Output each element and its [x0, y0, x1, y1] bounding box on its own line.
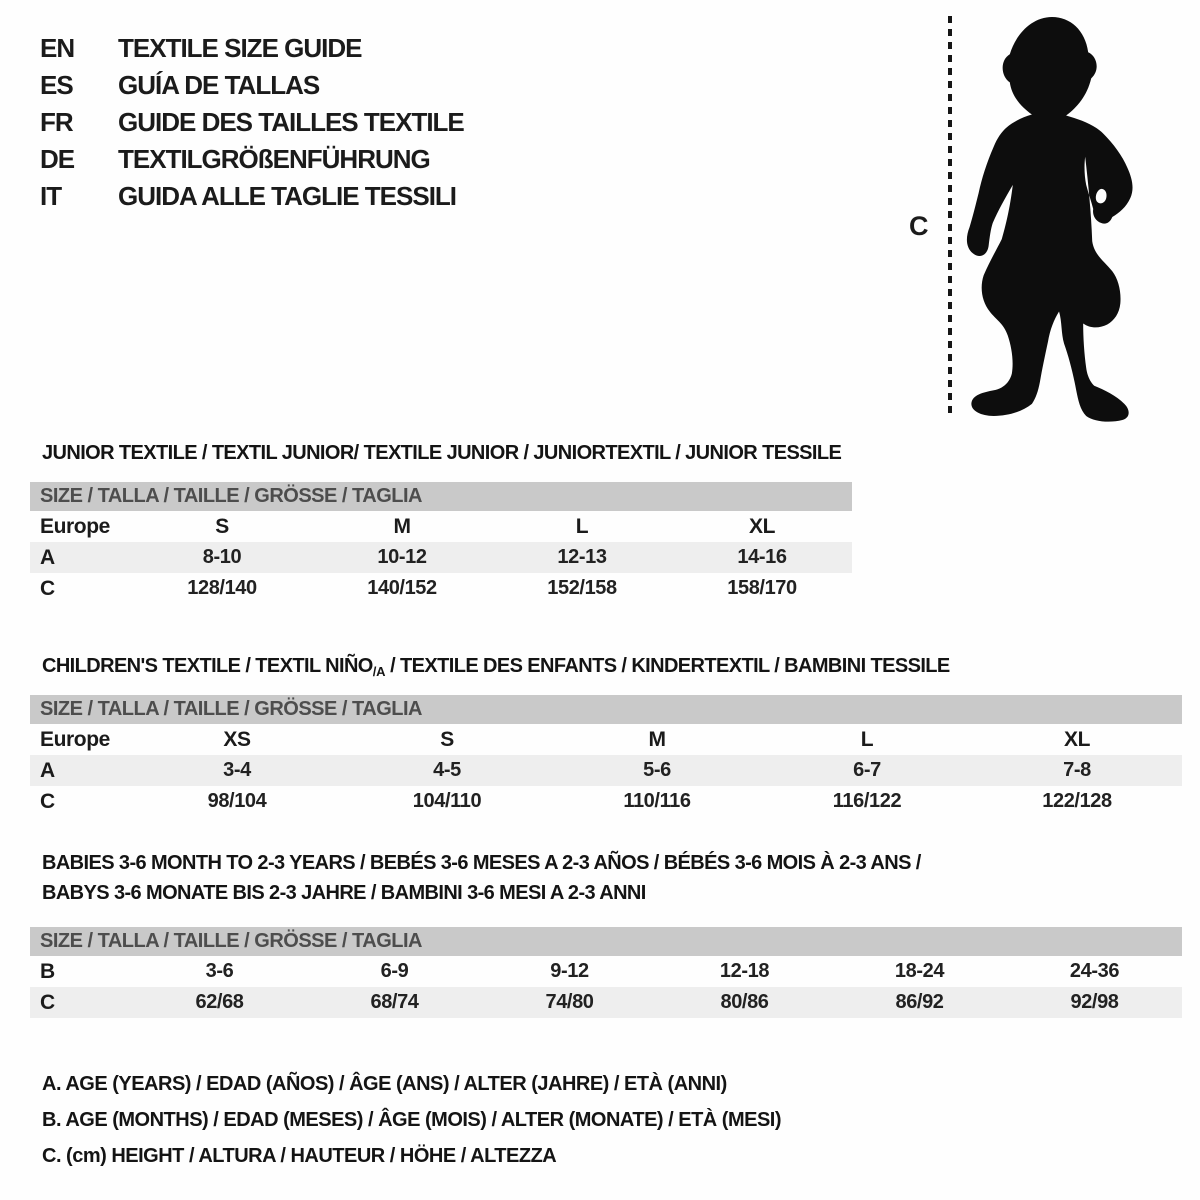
size-value-cell: 86/92	[895, 991, 944, 1013]
size-value-cell: 7-8	[1063, 759, 1091, 781]
language-guide-title: TEXTILE SIZE GUIDE	[118, 33, 362, 63]
language-guide-title: GUÍA DE TALLAS	[118, 70, 320, 100]
language-guide-title: GUIDE DES TAILLES TEXTILE	[118, 107, 464, 137]
section-title: BABIES 3-6 MONTH TO 2-3 YEARS / BEBÉS 3-6 MESES A 2-3 AÑOS / BÉBÉS 3-6 MOIS À 2-3 ANS /	[42, 852, 921, 874]
size-value-cell: 128/140	[187, 577, 257, 599]
row-label: Europe	[40, 514, 110, 538]
section-title: JUNIOR TEXTILE / TEXTIL JUNIOR/ TEXTILE JUNIOR / JUNIORTEXTIL / JUNIOR TESSILE	[42, 442, 842, 464]
row-label: C	[40, 990, 55, 1014]
row-label: A	[40, 758, 55, 782]
size-value-cell: 158/170	[727, 577, 797, 599]
legend-line-b: B. AGE (MONTHS) / EDAD (MESES) / ÂGE (MOIS) / ALTER (MONATE) / ETÀ (MESI)	[42, 1109, 782, 1131]
size-value-cell: 122/128	[1042, 790, 1112, 812]
language-list	[40, 30, 464, 215]
size-value-cell: 18-24	[894, 960, 945, 982]
section-title-rest: / TEXTILE DES ENFANTS / KINDERTEXTIL / BAMBINI TESSILE	[385, 655, 950, 677]
row-label: A	[40, 545, 55, 569]
table-row-b	[30, 956, 1182, 987]
language-row-fr	[40, 104, 464, 141]
section-title: BABYS 3-6 MONATE BIS 2-3 JAHRE / BAMBINI 3-6 MESI A 2-3 ANNI	[42, 882, 646, 904]
size-value-cell: 92/98	[1070, 991, 1119, 1013]
section-children	[30, 651, 1182, 817]
size-value-cell: 68/74	[370, 991, 419, 1013]
size-value-cell: M	[393, 514, 411, 538]
language-code: ES	[40, 70, 73, 100]
size-header-bar: SIZE / TALLA / TAILLE / GRÖSSE / TAGLIA	[30, 482, 852, 511]
size-value-cell: L	[575, 514, 589, 538]
table-row-a	[30, 542, 852, 573]
toddler-silhouette-image	[963, 12, 1135, 426]
size-value-cell: 10-12	[377, 546, 427, 568]
size-value-cell: 14-16	[737, 546, 787, 568]
size-value-cell: S	[215, 514, 229, 538]
size-value-cell: 74/80	[545, 991, 594, 1013]
row-label: C	[40, 789, 55, 813]
table-row-c	[30, 786, 1182, 817]
legend-line-c: C. (cm) HEIGHT / ALTURA / HAUTEUR / HÖHE / ALTEZZA	[42, 1145, 557, 1167]
language-code: EN	[40, 33, 75, 63]
language-row-de	[40, 141, 464, 178]
legend-line-a: A. AGE (YEARS) / EDAD (AÑOS) / ÂGE (ANS) / ALTER (JAHRE) / ETÀ (ANNI)	[42, 1073, 727, 1095]
size-table	[30, 724, 1182, 817]
row-label: Europe	[40, 727, 110, 751]
section-babies	[30, 848, 1182, 1018]
height-measure-label: C	[909, 211, 929, 241]
size-header-bar: SIZE / TALLA / TAILLE / GRÖSSE / TAGLIA	[30, 927, 1182, 956]
size-value-cell: 116/122	[832, 790, 902, 812]
size-header-bar: SIZE / TALLA / TAILLE / GRÖSSE / TAGLIA	[30, 695, 1182, 724]
row-label: C	[40, 576, 55, 600]
size-value-cell: 3-6	[205, 960, 234, 982]
legend	[42, 1066, 781, 1174]
size-value-cell: 9-12	[550, 960, 589, 982]
size-value-cell: 6-7	[853, 759, 881, 781]
table-row-c	[30, 573, 852, 604]
size-value-cell: M	[648, 727, 666, 751]
size-value-cell: 80/86	[720, 991, 769, 1013]
section-title-main: CHILDREN'S TEXTILE / TEXTIL NIÑO	[42, 655, 373, 677]
size-table	[30, 511, 852, 604]
size-value-cell: 12-13	[557, 546, 607, 568]
size-value-cell: L	[860, 727, 874, 751]
language-guide-title: TEXTILGRÖßENFÜHRUNG	[118, 144, 430, 174]
size-value-cell: 6-9	[380, 960, 409, 982]
language-row-en	[40, 30, 464, 67]
section-title-subscript: /A	[372, 664, 386, 679]
size-value-cell: XL	[748, 514, 776, 538]
size-value-cell: 110/116	[623, 790, 691, 812]
section-junior	[30, 438, 852, 604]
size-value-cell: 12-18	[719, 960, 770, 982]
size-value-cell: 62/68	[195, 991, 244, 1013]
language-code: FR	[40, 107, 73, 137]
size-value-cell: S	[440, 727, 454, 751]
size-value-cell: 5-6	[643, 759, 671, 781]
language-guide-title: GUIDA ALLE TAGLIE TESSILI	[118, 181, 457, 211]
language-row-it	[40, 178, 464, 215]
table-row-europe	[30, 724, 1182, 755]
size-value-cell: 4-5	[433, 759, 461, 781]
size-value-cell: 98/104	[207, 790, 267, 812]
height-measure-dashed-line	[948, 16, 952, 418]
table-row-europe	[30, 511, 852, 542]
size-value-cell: 8-10	[202, 546, 242, 568]
size-value-cell: 3-4	[223, 759, 251, 781]
language-code: DE	[40, 144, 75, 174]
table-row-a	[30, 755, 1182, 786]
size-value-cell: XS	[223, 727, 251, 751]
size-value-cell: 104/110	[412, 790, 482, 812]
size-table	[30, 956, 1182, 1018]
table-row-c	[30, 987, 1182, 1018]
size-value-cell: 152/158	[547, 577, 617, 599]
language-row-es	[40, 67, 464, 104]
language-code: IT	[40, 181, 62, 211]
row-label: B	[40, 959, 55, 983]
size-value-cell: XL	[1063, 727, 1091, 751]
section-title	[42, 651, 1182, 687]
size-value-cell: 140/152	[367, 577, 437, 599]
size-value-cell: 24-36	[1069, 960, 1120, 982]
